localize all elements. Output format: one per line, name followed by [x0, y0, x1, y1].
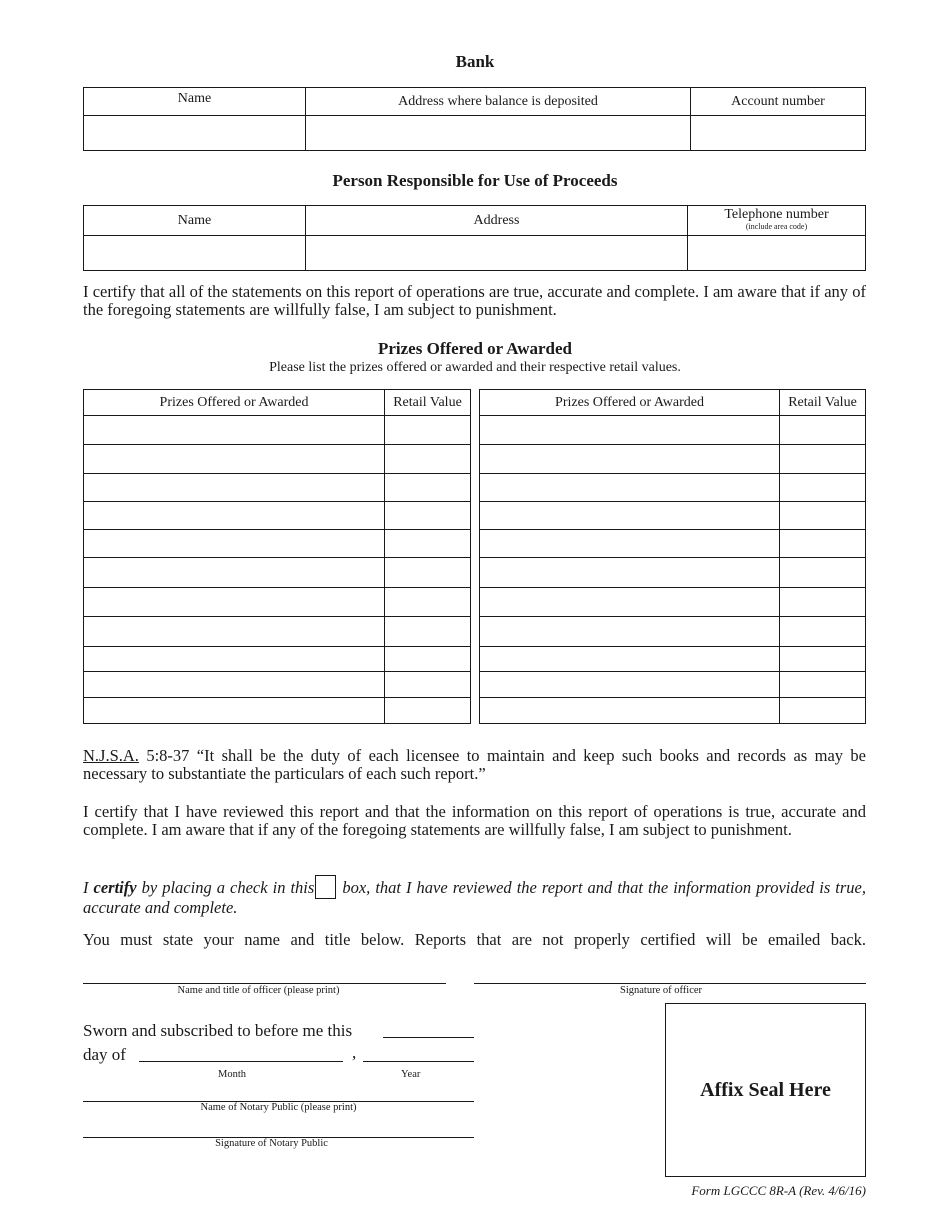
value-cell[interactable] — [385, 672, 471, 698]
seal-label: Affix Seal Here — [700, 1078, 831, 1101]
value-cell[interactable] — [780, 647, 866, 672]
prize-cell[interactable] — [84, 647, 385, 672]
bank-account-input[interactable] — [691, 124, 865, 142]
person-col-name: Name — [84, 206, 306, 236]
value-cell[interactable] — [385, 588, 471, 617]
checkbox-cert-certify: certify — [93, 878, 137, 897]
prizes-instructions: Please list the prizes offered or awarded and their respective retail values. — [269, 360, 681, 375]
prize-cell[interactable] — [480, 445, 780, 474]
person-phone-field[interactable] — [688, 236, 866, 271]
value-cell[interactable] — [780, 617, 866, 647]
value-cell[interactable] — [385, 530, 471, 558]
bank-account-field[interactable] — [691, 116, 866, 151]
prize-cell[interactable] — [84, 558, 385, 588]
person-col-phone-note: (include area code) — [745, 221, 808, 231]
certification-paragraph-2: I certify that I have reviewed this report and that the information on this report of operations is true, accurate and complete. I am aware that if any of the foregoing statements are willfully false, I am subject to punishment. — [83, 802, 866, 839]
value-cell[interactable] — [385, 474, 471, 502]
value-cell[interactable] — [385, 617, 471, 647]
prizes-right-col-prize: Prizes Offered or Awarded — [480, 390, 780, 416]
certification-paragraph-1: I certify that all of the statements on this report of operations are true, accurate and complete. I am aware that if any of the foregoing statements are willfully false, I am subject to punishment. — [83, 282, 866, 319]
prizes-heading: Prizes Offered or Awarded — [377, 339, 573, 358]
value-cell[interactable] — [780, 474, 866, 502]
must-state-notice: You must state your name and title below. Reports that are not properly certified will be emailed back. — [83, 930, 866, 949]
value-cell[interactable] — [780, 445, 866, 474]
person-name-field[interactable] — [84, 236, 306, 271]
person-address-field[interactable] — [306, 236, 688, 271]
form-id: Form LGCCC 8R-A (Rev. 4/6/16) — [691, 1183, 866, 1198]
njsa-paragraph — [83, 747, 866, 783]
prizes-table-left — [83, 389, 471, 724]
sworn-text: Sworn and subscribed to before me this — [83, 1021, 353, 1040]
prize-cell[interactable] — [84, 416, 385, 445]
prizes-right-col-value: Retail Value — [780, 390, 866, 416]
prize-cell[interactable] — [84, 445, 385, 474]
notary-name-label: Name of Notary Public (please print) — [200, 1102, 357, 1113]
value-cell[interactable] — [385, 647, 471, 672]
prize-cell[interactable] — [84, 588, 385, 617]
value-cell[interactable] — [385, 558, 471, 588]
prize-cell[interactable] — [480, 588, 780, 617]
bank-name-input[interactable] — [84, 124, 305, 142]
value-cell[interactable] — [780, 530, 866, 558]
sworn-day-line[interactable] — [383, 1037, 474, 1038]
checkbox-certification — [83, 875, 866, 917]
person-col-phone — [688, 206, 866, 236]
checkbox-cert-after: box, that I have reviewed the report and that the information provided is true, accurate and complete. — [83, 878, 866, 917]
njsa-citation: N.J.S.A. — [83, 746, 139, 765]
value-cell[interactable] — [780, 672, 866, 698]
prize-cell[interactable] — [84, 530, 385, 558]
officer-signature-line[interactable] — [474, 983, 866, 984]
bank-table — [83, 87, 866, 151]
year-line[interactable] — [363, 1061, 474, 1062]
prize-cell[interactable] — [480, 672, 780, 698]
value-cell[interactable] — [385, 698, 471, 724]
bank-address-input[interactable] — [306, 124, 690, 142]
prize-cell[interactable] — [480, 474, 780, 502]
prize-cell[interactable] — [84, 474, 385, 502]
person-name-input[interactable] — [84, 244, 305, 262]
prize-cell[interactable] — [480, 558, 780, 588]
checkbox-cert-i: I — [83, 878, 94, 897]
value-cell[interactable] — [780, 558, 866, 588]
value-cell[interactable] — [780, 502, 866, 530]
bank-col-address: Address where balance is deposited — [306, 88, 691, 116]
notary-signature-label: Signature of Notary Public — [215, 1138, 328, 1149]
bank-address-field[interactable] — [306, 116, 691, 151]
person-table — [83, 205, 866, 271]
value-cell[interactable] — [385, 416, 471, 445]
prize-cell[interactable] — [480, 698, 780, 724]
value-cell[interactable] — [780, 588, 866, 617]
value-cell[interactable] — [385, 445, 471, 474]
prize-cell[interactable] — [480, 416, 780, 445]
person-address-input[interactable] — [306, 244, 687, 262]
bank-name-field[interactable] — [84, 116, 306, 151]
prizes-left-col-value: Retail Value — [385, 390, 471, 416]
prize-cell[interactable] — [84, 617, 385, 647]
bank-col-account: Account number — [691, 88, 866, 116]
prize-cell[interactable] — [480, 530, 780, 558]
prize-cell[interactable] — [480, 502, 780, 530]
person-col-address: Address — [306, 206, 688, 236]
person-heading: Person Responsible for Use of Proceeds — [332, 171, 618, 190]
certify-checkbox[interactable] — [315, 875, 336, 899]
date-comma: , — [352, 1043, 357, 1062]
njsa-text: 5:8-37 “It shall be the duty of each licensee to maintain and keep such books and records as may be necessary to substantiate the particulars of each such report.” — [83, 746, 866, 783]
prize-cell[interactable] — [84, 698, 385, 724]
prizes-table-right — [479, 389, 866, 724]
person-phone-input[interactable] — [688, 244, 865, 262]
officer-signature-label: Signature of officer — [619, 985, 703, 996]
value-cell[interactable] — [780, 416, 866, 445]
prize-cell[interactable] — [480, 617, 780, 647]
officer-name-line[interactable] — [83, 983, 446, 984]
checkbox-cert-before: by placing a check in this — [136, 878, 315, 897]
prize-cell[interactable] — [480, 647, 780, 672]
person-col-phone-label: Telephone number — [724, 206, 829, 222]
officer-name-label: Name and title of officer (please print) — [177, 985, 340, 996]
bank-heading: Bank — [455, 52, 495, 71]
value-cell[interactable] — [780, 698, 866, 724]
day-of-text: day of — [83, 1045, 126, 1064]
prize-cell[interactable] — [84, 502, 385, 530]
prize-cell[interactable] — [84, 672, 385, 698]
month-line[interactable] — [139, 1061, 343, 1062]
month-label: Month — [218, 1069, 247, 1080]
year-label: Year — [401, 1069, 421, 1080]
notary-seal-box — [665, 1003, 866, 1177]
value-cell[interactable] — [385, 502, 471, 530]
prizes-left-col-prize: Prizes Offered or Awarded — [84, 390, 385, 416]
bank-col-name: Name — [84, 88, 306, 116]
